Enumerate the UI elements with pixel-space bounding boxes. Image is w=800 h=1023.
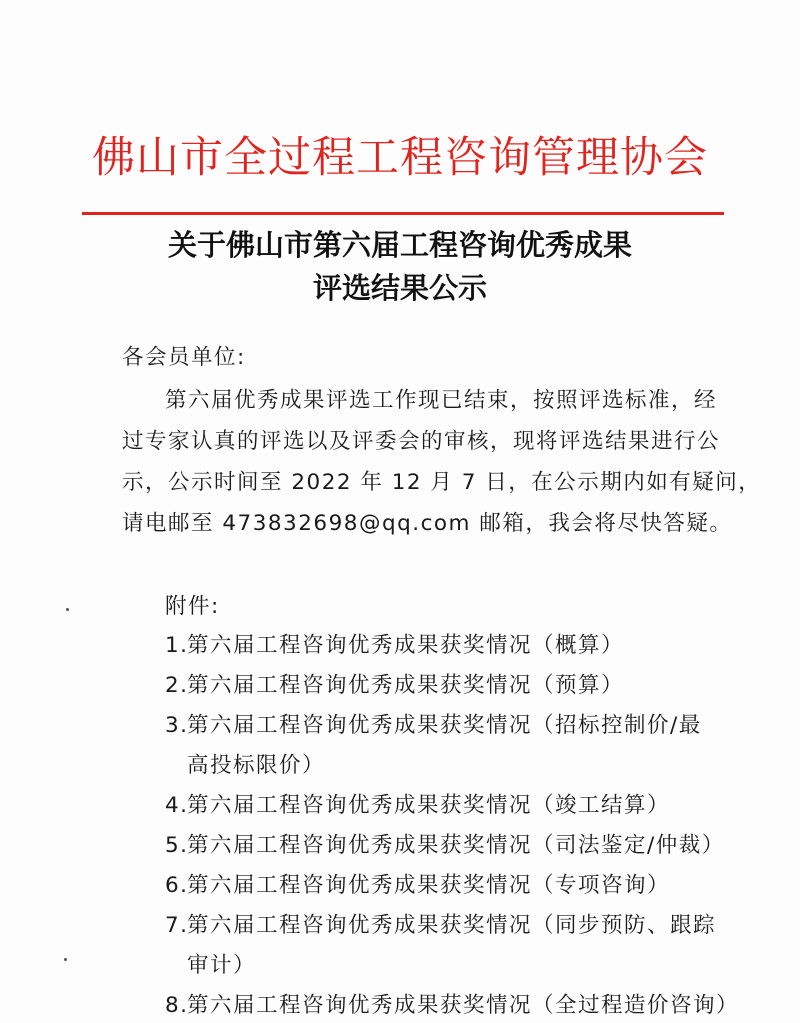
header-divider xyxy=(82,212,724,215)
body-paragraph-line: 示，公示时间至 2022 年 12 月 7 日，在公示期内如有疑问， xyxy=(122,470,762,495)
annex-item xyxy=(165,631,624,661)
annex-item-continuation: 审计） xyxy=(187,953,257,978)
annex-item-number: 3. xyxy=(165,713,189,738)
annex-item-text: 第六届工程咨询优秀成果获奖情况（招标控制价/最 xyxy=(187,713,702,738)
annex-item-text: 第六届工程咨询优秀成果获奖情况（概算） xyxy=(187,633,625,658)
organization-header: 佛山市全过程工程咨询管理协会 xyxy=(92,133,708,183)
annex-item-number: 7. xyxy=(165,913,189,938)
annex-item-text: 第六届工程咨询优秀成果获奖情况（竣工结算） xyxy=(187,793,671,818)
annex-item xyxy=(165,911,716,941)
notice-title-line-2: 评选结果公示 xyxy=(312,271,487,305)
annex-item xyxy=(165,831,725,861)
body-paragraph-line: 过专家认真的评选以及评委会的审核，现将评选结果进行公 xyxy=(122,429,721,454)
annex-item xyxy=(165,791,670,821)
annex-item-number: 6. xyxy=(165,873,189,898)
body-paragraph-line: 请电邮至 473832698@qq.com 邮箱，我会将尽快答疑。 xyxy=(122,511,733,536)
scan-speck xyxy=(64,958,67,961)
annex-item-number: 4. xyxy=(165,793,189,818)
annex-item-text: 第六届工程咨询优秀成果获奖情况（全过程造价咨询） xyxy=(187,993,740,1018)
annex-item-text: 第六届工程咨询优秀成果获奖情况（同步预防、跟踪 xyxy=(187,913,717,938)
annex-item xyxy=(165,991,739,1021)
annex-item-number: 1. xyxy=(165,633,189,658)
annex-item xyxy=(165,671,624,701)
annex-item-number: 8. xyxy=(165,993,189,1018)
annex-item-text: 第六届工程咨询优秀成果获奖情况（专项咨询） xyxy=(187,873,671,898)
scan-speck xyxy=(66,608,69,611)
annex-item-text: 第六届工程咨询优秀成果获奖情况（预算） xyxy=(187,673,625,698)
annex-label: 附件: xyxy=(165,594,220,619)
annex-item-continuation: 高投标限价） xyxy=(187,753,326,778)
annex-item-number: 5. xyxy=(165,833,189,858)
annex-item xyxy=(165,871,670,901)
notice-title-line-1: 关于佛山市第六届工程咨询优秀成果 xyxy=(167,228,632,262)
annex-item-text: 第六届工程咨询优秀成果获奖情况（司法鉴定/仲裁） xyxy=(187,833,725,858)
body-paragraph-line: 第六届优秀成果评选工作现已结束，按照评选标准，经 xyxy=(165,388,718,413)
salutation: 各会员单位: xyxy=(122,345,246,370)
annex-item-number: 2. xyxy=(165,673,189,698)
annex-item xyxy=(165,711,702,741)
